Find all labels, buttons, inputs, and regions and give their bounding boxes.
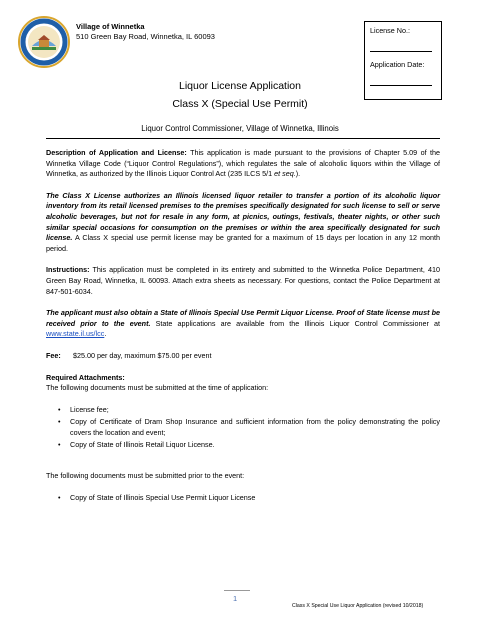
- class-x-paragraph: The Class X License authorizes an Illinois licensed liquor retailer to transfer a portion of its alcoholic liquor inventory from its retail licensed premises to the premises specifically designated for such license to sell or serve alcoholic beverages, but not for resale in any form, at picnics, outings, festivals, theater nights, or other such similar special occasions for consumption on the premises or within the area specifically designated for such license. A Class X special use permit license may be granted for a maximum of 15 days per location in any 12 month period.: [46, 190, 440, 253]
- list-item: • Copy of State of Illinois Special Use Permit Liquor License: [70, 493, 440, 504]
- village-header: [76, 22, 215, 42]
- title-divider: [46, 138, 440, 139]
- list-item: • Copy of Certificate of Dram Shop Insurance and sufficient information from the policy demonstrating the policy covers the location and event;: [70, 417, 440, 438]
- list-item: • Copy of State of Illinois Retail Liquor License.: [70, 440, 440, 451]
- list-item: • License fee;: [70, 405, 440, 416]
- state-lcc-link[interactable]: www.state.il.us/lcc: [46, 329, 105, 339]
- license-no-field[interactable]: [370, 42, 432, 52]
- description-paragraph: Description of Application and License: This application is made pursuant to the provisions of Chapter 5.09 of the Winnetka Village Code (“Liquor Control Regulations”), which regulates the sale of alcoholic liquors within the Village of Winnetka, as authorized by the Illinois Liquor Control Act (235 ILCS 5/1 et seq.).: [46, 148, 440, 179]
- application-date-label: Application Date:: [370, 60, 425, 69]
- village-name: Village of Winnetka: [76, 22, 145, 31]
- page-title: Liquor License Application: [178, 80, 301, 92]
- prior-docs-intro: The following documents must be submitted prior to the event:: [46, 471, 245, 481]
- attachments-heading: Required Attachments:: [46, 372, 125, 382]
- village-seal-icon: [18, 16, 70, 68]
- license-no-label: License No.:: [370, 26, 410, 35]
- footer-divider: [224, 590, 250, 591]
- attachments-list: [46, 405, 440, 451]
- commissioner-line: Liquor Control Commissioner, Village of Winnetka, Illinois: [141, 124, 339, 133]
- footer-note: Class X Special Use Liquor Application (revised 10/2018): [292, 603, 424, 609]
- instructions-paragraph: Instructions: This application must be completed in its entirety and submitted to the Winnetka Police Department, 410 Green Bay Road, Winnetka, IL 60093. Attach extra sheets as necessary. For questions, contact the Police Department at 847-501-6034.: [46, 265, 440, 296]
- prior-docs-list: [46, 493, 440, 504]
- page-number: 1: [233, 594, 238, 603]
- page-subtitle-class: Class X (Special Use Permit): [172, 98, 308, 110]
- document-body: [46, 148, 440, 514]
- village-address: 510 Green Bay Road, Winnetka, IL 60093: [76, 32, 215, 41]
- fee-label: Fee:: [46, 350, 61, 360]
- attachments-intro: The following documents must be submitted at the time of application:: [46, 383, 269, 393]
- fee-value: $25.00 per day, maximum $75.00 per event: [73, 350, 212, 360]
- state-license-paragraph: The applicant must also obtain a State of Illinois Special Use Permit Liquor License. Proof of State license must be received prior to the event. State applications are available from the Illinois Liquor Control Commissioner at www.state.il.us/lcc.: [46, 308, 440, 339]
- fee-line: [46, 351, 440, 362]
